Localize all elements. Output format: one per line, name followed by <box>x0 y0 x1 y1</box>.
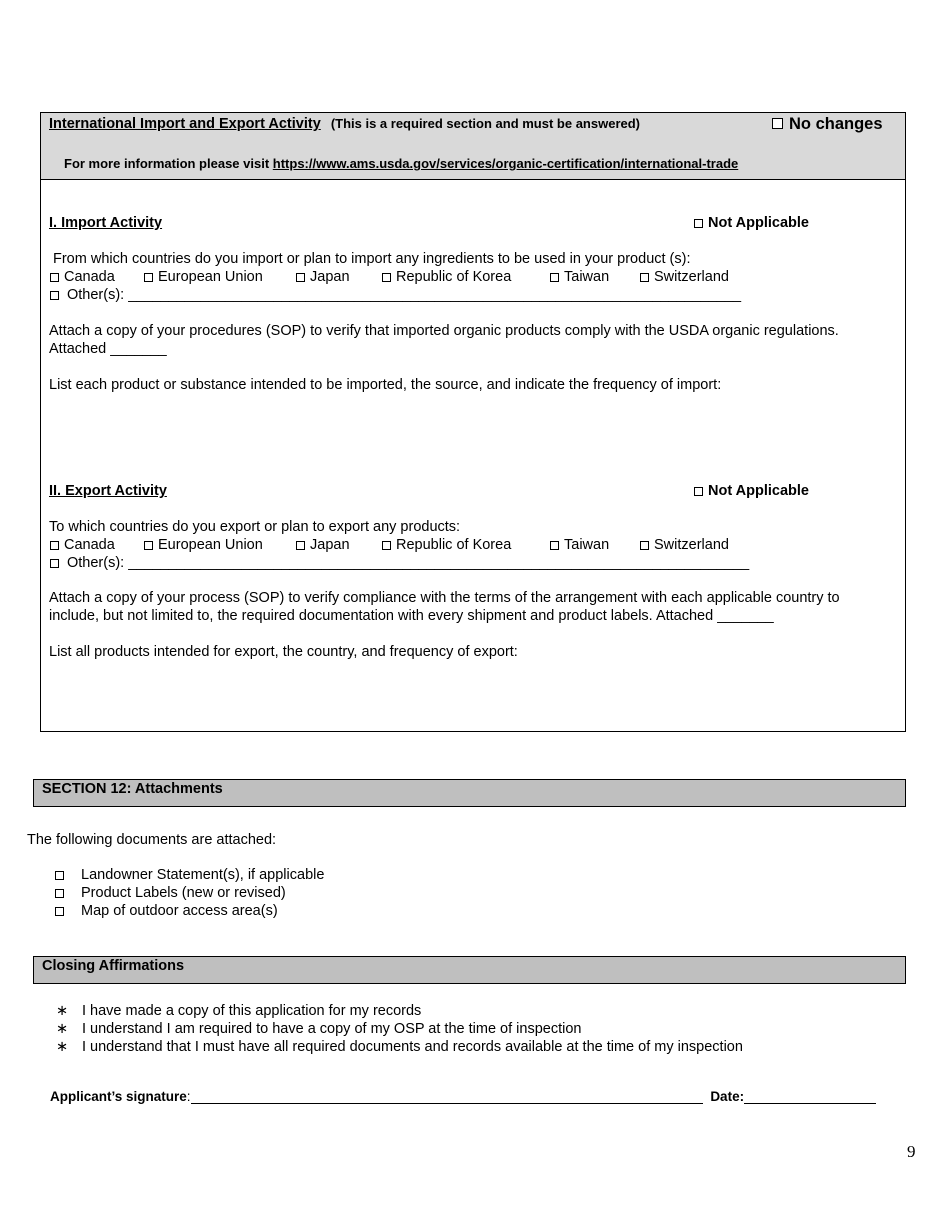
affirmation-item <box>56 1021 581 1037</box>
export-list-prompt: List all products intended for export, the country, and frequency of export: <box>49 644 518 660</box>
closing-title: Closing Affirmations <box>42 958 185 974</box>
import-country-japan[interactable] <box>296 269 350 285</box>
other-label: Other(s): <box>67 555 129 571</box>
import-not-applicable[interactable] <box>694 215 809 231</box>
other-label: Other(s): <box>67 287 129 303</box>
signature-field[interactable] <box>191 1091 703 1104</box>
affirmation-item <box>56 1039 743 1055</box>
attachment-item[interactable] <box>55 867 324 883</box>
attachment-item[interactable] <box>55 885 286 901</box>
no-changes-label: No changes <box>789 115 883 133</box>
signature-colon: : <box>186 1089 191 1104</box>
international-title: International Import and Export Activity <box>49 116 321 132</box>
closing-header <box>33 956 906 984</box>
import-country-taiwan[interactable] <box>550 269 609 285</box>
country-label: Republic of Korea <box>396 537 512 553</box>
info-line <box>64 156 738 171</box>
checkbox-icon[interactable] <box>694 487 703 496</box>
attachments-title: SECTION 12: Attachments <box>42 781 223 797</box>
info-prefix: For more information please visit <box>64 156 273 171</box>
country-label: Taiwan <box>564 269 610 285</box>
attachment-item[interactable] <box>55 903 278 919</box>
export-country-european-union[interactable] <box>144 537 263 553</box>
country-label: Taiwan <box>564 537 610 553</box>
export-country-canada[interactable] <box>50 537 115 553</box>
export-country-taiwan[interactable] <box>550 537 609 553</box>
attachment-label: Landowner Statement(s), if applicable <box>81 867 325 883</box>
country-label: Switzerland <box>654 537 729 553</box>
checkbox-icon[interactable] <box>55 907 64 916</box>
info-link[interactable]: https://www.ams.usda.gov/services/organic-certification/international-trade <box>272 156 739 171</box>
date-field[interactable] <box>744 1091 876 1104</box>
import-other-field[interactable]: ____________________________________________________________________________ <box>128 287 742 303</box>
checkbox-icon[interactable] <box>640 541 649 550</box>
checkbox-icon[interactable] <box>50 541 59 550</box>
import-question: From which countries do you import or plan to import any ingredients to be used in your product (s): <box>53 251 691 267</box>
country-label: Switzerland <box>654 269 729 285</box>
checkbox-icon[interactable] <box>772 118 783 129</box>
signature-row <box>50 1089 876 1104</box>
checkbox-icon[interactable] <box>550 273 559 282</box>
checkbox-icon[interactable] <box>550 541 559 550</box>
import-country-european-union[interactable] <box>144 269 263 285</box>
export-not-applicable[interactable] <box>694 483 809 499</box>
import-country-korea[interactable] <box>382 269 511 285</box>
country-label: Japan <box>310 537 350 553</box>
export-other-row[interactable] <box>50 555 749 571</box>
not-applicable-label: Not Applicable <box>708 483 809 499</box>
affirmation-text: I have made a copy of this application for my records <box>82 1003 422 1019</box>
export-other-field[interactable]: _____________________________________________________________________________ <box>128 555 750 571</box>
export-heading: II. Export Activity <box>49 483 167 499</box>
checkbox-icon[interactable] <box>50 559 59 568</box>
checkbox-icon[interactable] <box>382 541 391 550</box>
checkbox-icon[interactable] <box>50 273 59 282</box>
checkbox-icon[interactable] <box>640 273 649 282</box>
import-list-prompt: List each product or substance intended to be imported, the source, and indicate the frequency of import: <box>49 377 722 393</box>
asterisk-bullet-icon: ∗ <box>56 1003 69 1019</box>
attachment-label: Product Labels (new or revised) <box>81 885 286 901</box>
not-applicable-label: Not Applicable <box>708 215 809 231</box>
import-other-row[interactable] <box>50 287 741 303</box>
export-sop-line1: Attach a copy of your process (SOP) to verify compliance with the terms of the arrangement with each applicable country to <box>49 590 840 606</box>
import-heading: I. Import Activity <box>49 215 163 231</box>
asterisk-bullet-icon: ∗ <box>56 1021 69 1037</box>
affirmation-item <box>56 1003 421 1019</box>
checkbox-icon[interactable] <box>694 219 703 228</box>
country-label: Canada <box>64 269 115 285</box>
export-country-switzerland[interactable] <box>640 537 729 553</box>
checkbox-icon[interactable] <box>55 871 64 880</box>
attachment-label: Map of outdoor access area(s) <box>81 903 278 919</box>
import-country-switzerland[interactable] <box>640 269 729 285</box>
international-activity-section <box>40 112 906 732</box>
country-label: European Union <box>158 269 263 285</box>
export-country-japan[interactable] <box>296 537 350 553</box>
signature-label: Applicant’s signature <box>50 1089 187 1104</box>
asterisk-bullet-icon: ∗ <box>56 1039 69 1055</box>
checkbox-icon[interactable] <box>144 273 153 282</box>
page-number: 9 <box>907 1142 916 1161</box>
international-title-row <box>49 116 640 132</box>
checkbox-icon[interactable] <box>296 273 305 282</box>
checkbox-icon[interactable] <box>144 541 153 550</box>
checkbox-icon[interactable] <box>55 889 64 898</box>
country-label: Canada <box>64 537 115 553</box>
attachments-intro: The following documents are attached: <box>27 832 277 848</box>
import-sop-text: Attach a copy of your procedures (SOP) to verify that imported organic products comply with the USDA organic regulations. <box>49 323 839 339</box>
import-country-canada[interactable] <box>50 269 115 285</box>
checkbox-icon[interactable] <box>50 291 59 300</box>
affirmation-text: I understand I am required to have a copy of my OSP at the time of inspection <box>82 1021 582 1037</box>
affirmation-text: I understand that I must have all required documents and records available at the time of my inspection <box>82 1039 743 1055</box>
date-label: Date: <box>710 1089 745 1104</box>
no-changes-option[interactable] <box>772 115 883 134</box>
required-note: (This is a required section and must be answered) <box>330 116 641 131</box>
export-sop-line2[interactable]: include, but not limited to, the required documentation with every shipment and product labels. Attached _______ <box>49 608 774 624</box>
checkbox-icon[interactable] <box>382 273 391 282</box>
attachments-header <box>33 779 906 807</box>
checkbox-icon[interactable] <box>296 541 305 550</box>
export-question: To which countries do you export or plan to export any products: <box>49 519 461 535</box>
country-label: European Union <box>158 537 263 553</box>
import-attached-field[interactable]: Attached _______ <box>49 341 167 357</box>
country-label: Republic of Korea <box>396 269 512 285</box>
export-country-korea[interactable] <box>382 537 511 553</box>
country-label: Japan <box>310 269 350 285</box>
